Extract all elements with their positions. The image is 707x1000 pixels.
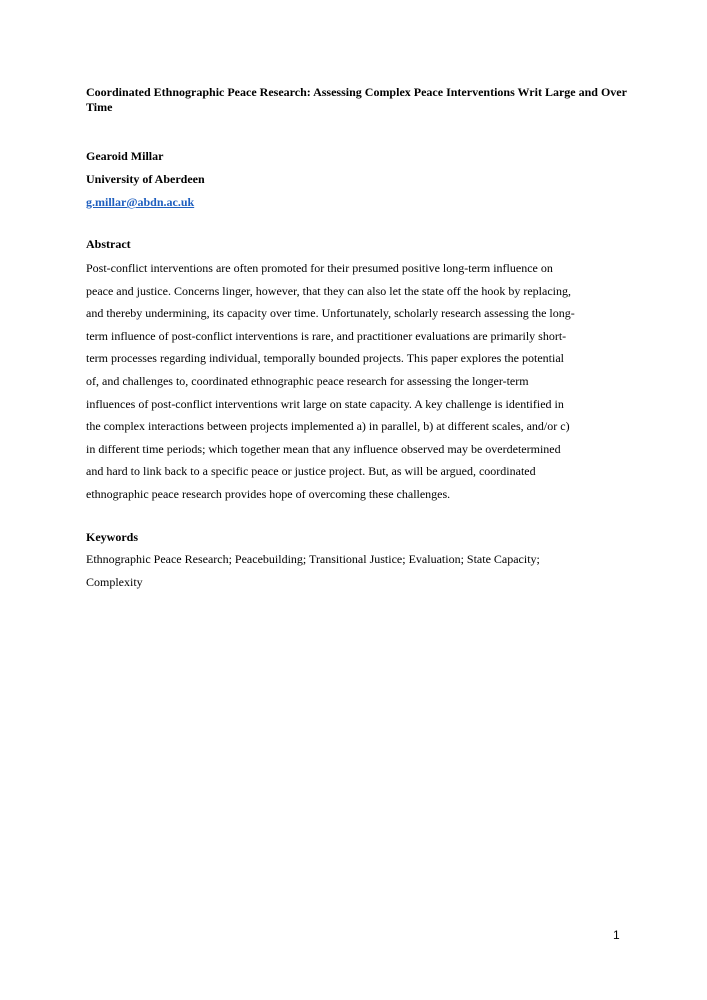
abstract-line: peace and justice. Concerns linger, however, that they can also let the state off the hook by replacing,	[86, 283, 571, 298]
abstract-line: ethnographic peace research provides hope of overcoming these challenges.	[86, 486, 451, 501]
page-number: 1	[613, 928, 620, 942]
abstract-line: influences of post-conflict interventions writ large on state capacity. A key challenge is identified in	[86, 396, 564, 411]
keywords-line: Ethnographic Peace Research; Peacebuilding; Transitional Justice; Evaluation; State Capacity;	[86, 552, 540, 566]
abstract-line: the complex interactions between projects implemented a) in parallel, b) at different scales, and/or c)	[86, 419, 570, 434]
keywords-heading: Keywords	[86, 530, 138, 544]
author-affiliation: University of Aberdeen	[86, 172, 205, 186]
abstract-heading: Abstract	[86, 237, 131, 251]
abstract-line: and hard to link back to a specific peace or justice project. But, as will be argued, coordinated	[86, 464, 536, 479]
author-name: Gearoid Millar	[86, 149, 164, 163]
abstract-line: in different time periods; which together mean that any influence observed may be overdetermined	[86, 441, 561, 456]
abstract-line: Post-conflict interventions are often promoted for their presumed positive long-term influence on	[86, 261, 553, 275]
author-email-link[interactable]: g.millar@abdn.ac.uk	[86, 195, 195, 209]
paper-title: Coordinated Ethnographic Peace Research: Assessing Complex Peace Interventions Writ Large and Over Time	[86, 85, 627, 114]
abstract-text	[86, 257, 622, 506]
abstract-line: of, and challenges to, coordinated ethnographic peace research for assessing the longer-term	[86, 373, 529, 388]
author-block	[86, 145, 205, 214]
keywords-line: Complexity	[86, 574, 143, 589]
abstract-line: and thereby undermining, its capacity over time. Unfortunately, scholarly research assessing the long-	[86, 306, 575, 321]
abstract-line: term influence of post-conflict interventions is rare, and practitioner evaluations are primarily short-	[86, 328, 567, 343]
keywords-text	[86, 548, 622, 593]
abstract-line: term processes regarding individual, temporally bounded projects. This paper explores the potential	[86, 351, 564, 366]
